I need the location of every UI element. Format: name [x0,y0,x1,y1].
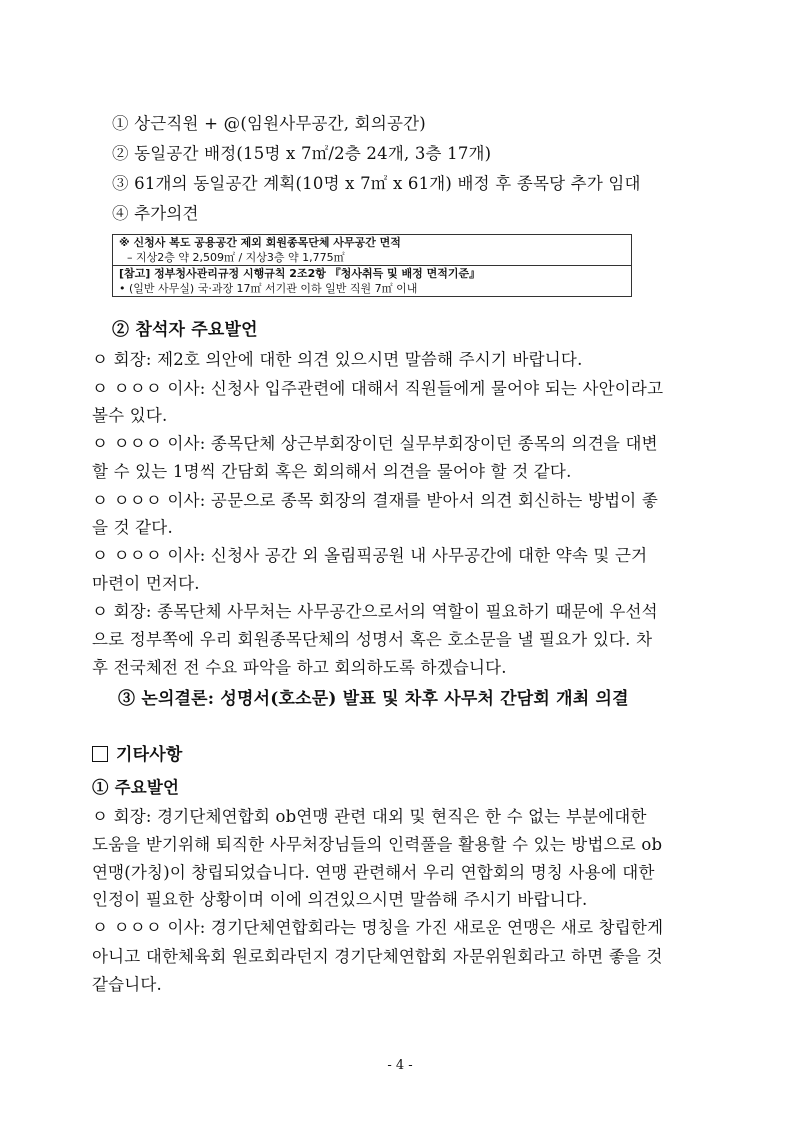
remark-line: ㅇ ㅇㅇㅇ 이사: 공문으로 종목 회장의 결재를 받아서 의견 회신하는 방법이 좋 [92,491,658,510]
page-number: - 4 - [387,1058,413,1073]
other-line: 연맹(가칭)이 창립되었습니다. 연맹 관련해서 우리 연합회의 명칭 사용에 대한 [92,863,655,882]
remark-line: 을 것 같다. [92,518,173,537]
other-line: 같습니다. [92,975,163,994]
reference-box [112,234,632,297]
option-3: ③ 61개의 동일공간 계획(10명 x 7㎡ x 61개) 배정 후 종목당 추가 임대 [112,174,641,193]
remark-line: ㅇ 회장: 종목단체 사무처는 사무공간으로서의 역할이 필요하기 때문에 우선석 [92,602,658,621]
reference-rule: [참고] 정부청사관리규정 시행규칙 2조2항 『청사취득 및 배정 면적기준』 [113,265,631,281]
reference-area: – 지상2층 약 2,509㎡ / 지상3층 약 1,775㎡ [127,251,345,264]
remark-line: ㅇ 회장: 제2호 의안에 대한 의견 있으시면 말씀해 주시기 바랍니다. [92,350,583,369]
remark-line: ㅇ ㅇㅇㅇ 이사: 신청사 입주관련에 대해서 직원들에게 물어야 되는 사안이라고 [92,379,664,398]
option-4: ④ 추가의견 [112,204,199,223]
reference-rule-detail: • (일반 사무실) 국·과장 17㎡ 서기관 이하 일반 직원 7㎡ 이내 [119,282,418,295]
other-line: ㅇ 회장: 경기단체연합회 ob연맹 관련 대외 및 현직은 한 수 없는 부분에대한 [92,807,647,826]
option-2: ② 동일공간 배정(15명 x 7㎡/2층 24개, 3층 17개) [112,144,492,163]
reference-title: ※ 신청사 복도 공용공간 제외 회원종목단체 사무공간 면적 [119,236,401,249]
option-1: ① 상근직원 + @(임원사무공간, 회의공간) [112,114,426,133]
remark-line: 볼수 있다. [92,406,168,425]
other-line: 아니고 대한체육회 원로회라던지 경기단체연합회 자문위원회라고 하면 좋을 것 [92,947,663,966]
remark-line: 마련이 먼저다. [92,574,200,593]
other-line: 인정이 필요한 상황이며 이에 의견있으시면 말씀해 주시기 바랍니다. [92,890,588,909]
other-matters-heading [92,744,183,766]
checkbox-square-icon [92,746,108,762]
remark-line: ㅇ ㅇㅇㅇ 이사: 신청사 공간 외 올림픽공원 내 사무공간에 대한 약속 및 근거 [92,546,648,565]
remarks-heading: ② 참석자 주요발언 [112,320,258,340]
remark-line: 할 수 있는 1명씩 간담회 혹은 회의해서 의견을 물어야 할 것 같다. [92,462,572,481]
other-matters-label: 기타사항 [116,745,183,765]
remark-line: 후 전국체전 전 수요 파악을 하고 회의하도록 하겠습니다. [92,658,507,677]
other-subheading: ① 주요발언 [92,778,180,797]
other-line: ㅇ ㅇㅇㅇ 이사: 경기단체연합회라는 명칭을 가진 새로운 연맹은 새로 창립한게 [92,918,664,937]
remark-line: ㅇ ㅇㅇㅇ 이사: 종목단체 상근부회장이던 실무부회장이던 종목의 의견을 대변 [92,434,658,453]
discussion-conclusion: ③ 논의결론: 성명서(호소문) 발표 및 차후 사무처 간담회 개최 의결 [118,689,629,709]
remark-line: 으로 정부쪽에 우리 회원종목단체의 성명서 혹은 호소문을 낼 필요가 있다. 차 [92,630,653,649]
other-line: 도움을 받기위해 퇴직한 사무처장님들의 인력풀을 활용할 수 있는 방법으로 ob [92,835,663,854]
